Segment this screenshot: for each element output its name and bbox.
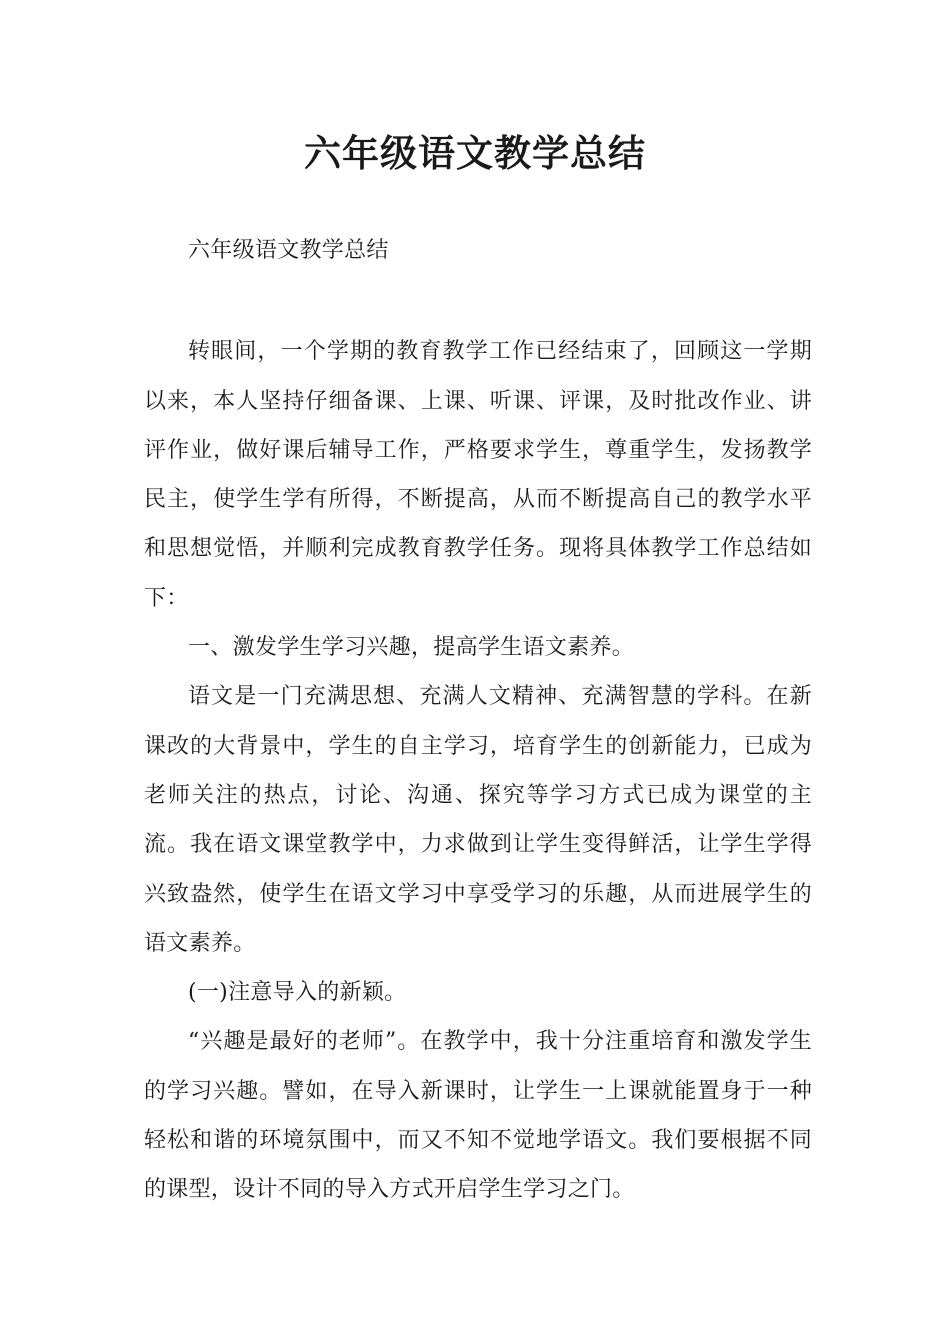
- subsection-heading-1: (一)注意导入的新颖。: [188, 980, 407, 1006]
- spacer: [144, 275, 812, 327]
- section-heading-1: 一、激发学生学习兴趣，提高学生语文素养。: [188, 635, 635, 661]
- document-subtitle: 六年级语文教学总结: [188, 238, 389, 263]
- paragraph-intro: 转眼间，一个学期的教育教学工作已经结束了，回顾这一学期以来，本人坚持仔细备课、上课、听课、评课，及时批改作业、讲评作业，做好课后辅导工作，严格要求学生，尊重学生，发扬教学民主，使学生学有所得，不断提高，从而不断提高自己的教学水平和思想觉悟，并顺利完成教育教学任务。现将具体教学工作总结如下：: [144, 339, 812, 611]
- document-body: [144, 226, 812, 1215]
- document-title: 六年级语文教学总结: [304, 131, 646, 175]
- paragraph-section-1: 语文是一门充满思想、充满人文精神、充满智慧的学科。在新课改的大背景中，学生的自主学习，培育学生的创新能力，已成为老师关注的热点，讨论、沟通、探究等学习方式已成为课堂的主流。我在语文课堂教学中，力求做到让学生变得鲜活，让学生学得兴致盎然，使学生在语文学习中享受学习的乐趣，从而进展学生的语文素养。: [144, 684, 812, 956]
- paragraph-subsection-1: “兴趣是最好的老师”。在教学中，我十分注重培育和激发学生的学习兴趣。譬如，在导入新课时，让学生一上课就能置身于一种轻松和谐的环境氛围中，而又不知不觉地学语文。我们要根据不同的课型，设计不同的导入方式开启学生学习之门。: [144, 1029, 812, 1203]
